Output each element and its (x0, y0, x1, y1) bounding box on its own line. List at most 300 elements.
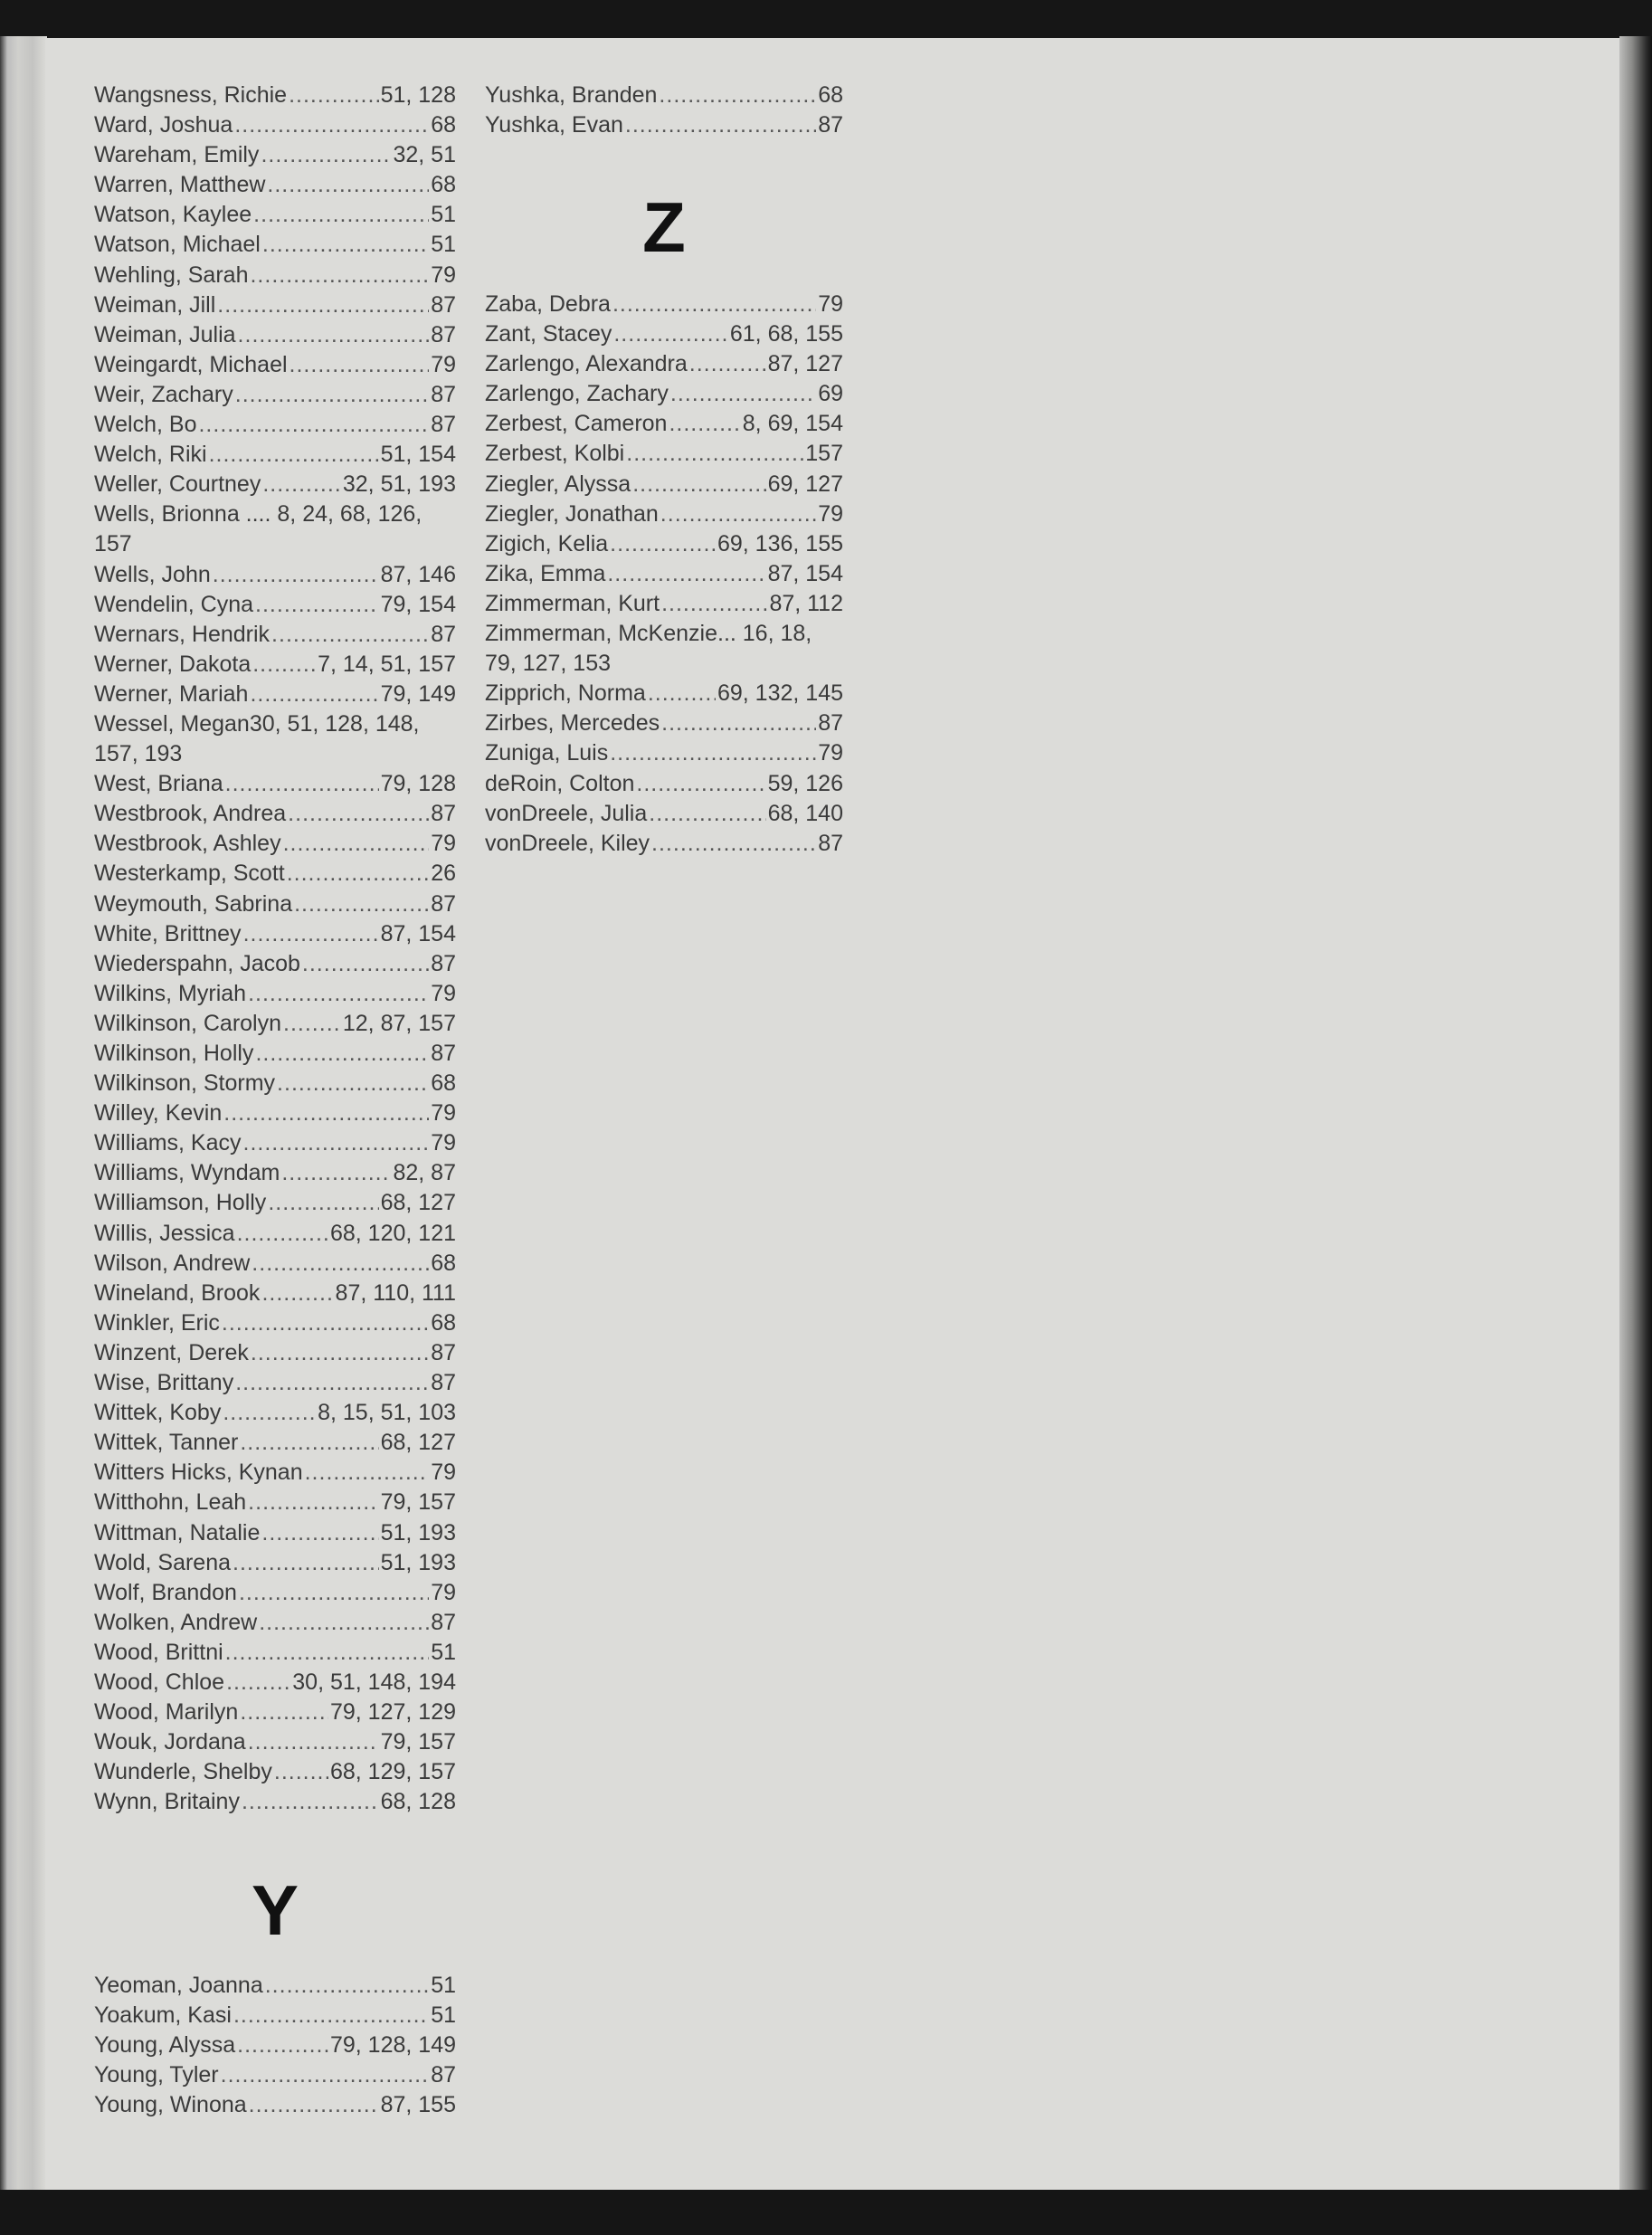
index-entry (94, 650, 456, 680)
entry-pages: 68 (818, 82, 843, 108)
entry-pages: 79, 149 (380, 680, 456, 707)
dot-leader (243, 1128, 430, 1158)
dot-leader (240, 1698, 328, 1727)
index-entry (94, 290, 456, 320)
entry-pages: 87 (818, 830, 843, 856)
dot-leader (261, 140, 391, 170)
entry-pages: 68 (431, 1309, 456, 1336)
entry-name: Watson, Kaylee (94, 202, 252, 228)
entry-name: Williams, Kacy (94, 1130, 242, 1156)
index-entry (94, 1398, 456, 1428)
entry-pages: 30, 51, 148, 194 (292, 1669, 456, 1695)
entry-name: Ziegler, Jonathan (485, 500, 659, 527)
entry-pages: 51, 154 (380, 442, 456, 468)
entry-name: West, Briana (94, 771, 223, 797)
entry-name: Zimmerman, Kurt (485, 590, 660, 616)
entry-name: White, Brittney (94, 920, 242, 946)
index-entry (94, 350, 456, 380)
entry-pages: 87, 127 (767, 351, 843, 377)
dot-leader (261, 1518, 378, 1548)
index-entry (94, 1971, 456, 2001)
entry-name: vonDreele, Kiley (485, 830, 650, 856)
entry-name: Witters Hicks, Kynan (94, 1460, 303, 1486)
entry-name: Zipprich, Norma (485, 680, 646, 707)
index-entry (485, 799, 843, 829)
dot-leader (625, 110, 816, 140)
entry-name: Westbrook, Ashley (94, 831, 281, 857)
entry-pages: 87 (431, 1339, 456, 1365)
dot-leader (610, 529, 716, 559)
index-entry (94, 81, 456, 110)
entry-pages: 79 (431, 1460, 456, 1486)
entry-name: Wilkinson, Stormy (94, 1070, 276, 1097)
dot-leader (670, 379, 816, 409)
entry-name: Zarlengo, Alexandra (485, 351, 688, 377)
entry-pages: 79, 128, 149 (329, 2032, 456, 2059)
index-entry (94, 620, 456, 650)
dot-leader (251, 1338, 429, 1368)
dot-leader (636, 769, 765, 799)
index-entry (94, 320, 456, 350)
entry-name: Wood, Marilyn (94, 1699, 239, 1726)
entry-pages: 87 (431, 381, 456, 407)
dot-leader (267, 170, 429, 200)
entry-name: Weymouth, Sabrina (94, 890, 293, 917)
page-right-edge (1619, 36, 1652, 2199)
dot-leader (289, 81, 379, 110)
entry-pages: 87, 154 (380, 920, 456, 946)
entry-name: vonDreele, Julia (485, 800, 648, 826)
index-entry (94, 1039, 456, 1069)
index-entry (485, 559, 843, 589)
dot-leader (209, 440, 379, 470)
entry-pages: 51 (431, 2002, 456, 2029)
entry-name: Wood, Brittni (94, 1639, 223, 1665)
index-entry (94, 1219, 456, 1249)
entry-pages: 51 (431, 202, 456, 228)
dot-leader (221, 2060, 430, 2090)
entry-name: Zika, Emma (485, 560, 606, 586)
index-entry: Wessel, Megan30, 51, 128, 148, 157, 193 (94, 710, 420, 767)
entry-name: deRoin, Colton (485, 770, 635, 796)
index-entry (94, 1188, 456, 1218)
entry-pages: 68, 140 (767, 800, 843, 826)
index-entry (94, 1608, 456, 1638)
entry-name: Wood, Chloe (94, 1669, 225, 1695)
index-entry (94, 1069, 456, 1098)
index-column-w (94, 81, 456, 1817)
entry-name: Werner, Dakota (94, 651, 252, 677)
dot-leader (233, 1548, 379, 1578)
dot-leader (271, 620, 429, 650)
entry-pages: 79 (431, 262, 456, 288)
entry-name: Weingardt, Michael (94, 351, 288, 377)
index-entry (485, 679, 843, 709)
entry-name: Wittek, Koby (94, 1400, 222, 1426)
index-entry (94, 1338, 456, 1368)
index-entry (94, 680, 456, 709)
entry-pages: 32, 51 (393, 142, 456, 168)
dot-leader (253, 200, 429, 230)
dot-leader (225, 1638, 430, 1668)
dot-leader (632, 470, 765, 499)
entry-name: Wittman, Natalie (94, 1519, 261, 1545)
entry-pages: 79, 154 (380, 591, 456, 617)
index-entry (485, 529, 843, 559)
entry-name: Wouk, Jordana (94, 1729, 246, 1755)
dot-leader (249, 2090, 379, 2120)
entry-pages: 87, 112 (769, 590, 843, 616)
index-entry (94, 1249, 456, 1279)
index-entry (94, 1098, 456, 1128)
dot-leader (237, 1219, 328, 1249)
index-column-z (485, 290, 843, 859)
dot-leader (222, 1308, 429, 1338)
entry-name: Weiman, Jill (94, 291, 216, 318)
entry-name: Wolf, Brandon (94, 1579, 237, 1605)
entry-pages: 69, 136, 155 (717, 530, 843, 556)
entry-name: Young, Winona (94, 2092, 247, 2118)
dot-leader (223, 1398, 316, 1428)
index-entry: Zimmerman, McKenzie... 16, 18, 79, 127, 153 (485, 621, 812, 677)
index-entry (485, 829, 843, 859)
entry-name: Zerbest, Kolbi (485, 441, 625, 467)
index-entry (94, 1548, 456, 1578)
entry-name: Wolken, Andrew (94, 1609, 258, 1635)
entry-pages: 51, 193 (380, 1519, 456, 1545)
dot-leader (612, 290, 816, 319)
entry-pages: 82, 87 (393, 1160, 456, 1186)
index-entry (94, 769, 456, 799)
dot-leader (626, 439, 803, 469)
index-entry (94, 1428, 456, 1458)
entry-name: Wilkins, Myriah (94, 980, 247, 1006)
entry-pages: 8, 15, 51, 103 (318, 1400, 456, 1426)
dot-leader (648, 679, 716, 709)
index-entry (485, 110, 843, 140)
index-entry (94, 799, 456, 829)
entry-name: Williams, Wyndam (94, 1160, 280, 1186)
dot-leader (283, 829, 430, 859)
entry-pages: 87 (818, 112, 843, 138)
dot-leader (226, 1668, 290, 1698)
entry-name: Witthohn, Leah (94, 1489, 247, 1516)
entry-pages: 87, 110, 111 (335, 1279, 456, 1306)
entry-pages: 87 (431, 2062, 456, 2088)
entry-pages: 8, 69, 154 (742, 411, 843, 437)
dot-leader (277, 1069, 429, 1098)
entry-name: Wehling, Sarah (94, 262, 249, 288)
entry-pages: 87 (431, 890, 456, 917)
dot-leader (274, 1757, 328, 1787)
entry-pages: 68, 120, 121 (329, 1220, 456, 1246)
entry-name: Wilkinson, Carolyn (94, 1010, 282, 1036)
index-entry (94, 1128, 456, 1158)
entry-name: Watson, Michael (94, 232, 261, 258)
entry-name: Wernars, Hendrik (94, 621, 271, 647)
dot-leader (281, 1158, 391, 1188)
dot-leader (288, 799, 429, 829)
dot-leader (268, 1188, 378, 1218)
index-entry (94, 1757, 456, 1787)
entry-pages: 79 (431, 1579, 456, 1605)
entry-pages: 79, 128 (380, 771, 456, 797)
index-entry (94, 889, 456, 919)
entry-pages: 79, 157 (380, 1729, 456, 1755)
dot-leader (234, 110, 429, 140)
entry-pages: 32, 51, 193 (342, 471, 456, 498)
index-entry (94, 1578, 456, 1608)
entry-name: Zigich, Kelia (485, 530, 609, 556)
entry-pages: 68 (431, 1250, 456, 1276)
entry-name: Zant, Stacey (485, 321, 612, 347)
dot-leader (669, 409, 740, 439)
entry-pages: 87, 154 (767, 560, 843, 586)
entry-pages: 79 (818, 740, 843, 766)
entry-pages: 87 (431, 801, 456, 827)
index-entry (485, 379, 843, 409)
entry-pages: 68, 127 (380, 1430, 456, 1456)
index-entry (94, 560, 456, 590)
entry-name: Willey, Kevin (94, 1100, 223, 1127)
dot-leader (651, 829, 816, 859)
dot-leader (290, 350, 430, 380)
entry-pages: 51 (431, 1973, 456, 1998)
entry-pages: 69, 132, 145 (717, 680, 843, 707)
dot-leader (610, 738, 816, 768)
entry-name: Winzent, Derek (94, 1339, 249, 1365)
entry-name: Yushka, Evan (485, 112, 623, 138)
entry-name: Wynn, Britainy (94, 1789, 240, 1815)
index-entry (485, 319, 843, 349)
entry-pages: 7, 14, 51, 157 (318, 651, 456, 677)
dot-leader (238, 320, 430, 350)
index-entry (94, 1279, 456, 1308)
entry-pages: 51 (431, 232, 456, 258)
index-entry (94, 859, 456, 889)
entry-pages: 51, 193 (380, 1549, 456, 1575)
dot-leader (217, 290, 429, 320)
dot-leader (252, 1249, 429, 1279)
entry-pages: 68 (431, 172, 456, 198)
dot-leader (233, 2001, 429, 2031)
entry-pages: 79 (431, 980, 456, 1006)
entry-pages: 68 (431, 112, 456, 138)
entry-name: Wold, Sarena (94, 1549, 232, 1575)
dot-leader (223, 1098, 429, 1128)
index-entry (485, 470, 843, 499)
entry-name: Williamson, Holly (94, 1190, 267, 1216)
dot-leader (661, 589, 767, 619)
entry-pages: 87 (431, 412, 456, 438)
entry-pages: 68 (431, 1070, 456, 1097)
index-entry: Wells, Brionna .... 8, 24, 68, 126, 157 (94, 501, 422, 557)
dot-leader (225, 769, 379, 799)
entry-name: Willis, Jessica (94, 1220, 235, 1246)
entry-name: Wise, Brittany (94, 1370, 234, 1396)
entry-pages: 87 (431, 1609, 456, 1635)
index-entry (94, 440, 456, 470)
entry-pages: 79 (431, 351, 456, 377)
entry-name: Wunderle, Shelby (94, 1759, 272, 1785)
entry-pages: 51, 128 (380, 82, 456, 108)
index-entry (94, 230, 456, 260)
entry-pages: 157 (805, 441, 843, 467)
entry-pages: 87 (431, 950, 456, 976)
index-entry (94, 140, 456, 170)
index-entry (94, 1638, 456, 1668)
entry-pages: 87, 146 (380, 561, 456, 587)
index-entry (485, 409, 843, 439)
index-entry (485, 769, 843, 799)
entry-pages: 68, 129, 157 (329, 1759, 456, 1785)
entry-name: Wiederspahn, Jacob (94, 950, 300, 976)
entry-name: Welch, Riki (94, 442, 207, 468)
dot-leader (250, 680, 378, 709)
entry-name: Wendelin, Cyna (94, 591, 254, 617)
dot-leader (198, 410, 429, 440)
entry-pages: 79 (431, 1130, 456, 1156)
entry-name: Young, Alyssa (94, 2032, 236, 2059)
dot-leader (649, 799, 765, 829)
dot-leader (613, 319, 728, 349)
entry-name: Zuniga, Luis (485, 740, 609, 766)
index-entry (94, 1488, 456, 1517)
entry-pages: 79, 127, 129 (329, 1699, 456, 1726)
index-entry (485, 709, 843, 738)
index-entry (94, 470, 456, 499)
entry-name: Winkler, Eric (94, 1309, 220, 1336)
dot-leader (689, 349, 766, 379)
dot-leader (242, 1787, 379, 1817)
entry-pages: 68, 127 (380, 1190, 456, 1216)
dot-leader (213, 560, 379, 590)
entry-name: Yeoman, Joanna (94, 1973, 263, 1998)
entry-name: Weir, Zachary (94, 381, 233, 407)
entry-pages: 87 (431, 1370, 456, 1396)
scan-bottom-border (0, 2190, 1652, 2235)
entry-pages: 26 (431, 861, 456, 887)
index-entry (94, 2060, 456, 2090)
page-binding-edge (0, 36, 47, 2199)
index-entry (485, 81, 843, 110)
dot-leader (294, 889, 429, 919)
entry-pages: 87 (818, 710, 843, 737)
dot-leader (248, 979, 429, 1009)
entry-name: Westerkamp, Scott (94, 861, 285, 887)
index-entry (94, 410, 456, 440)
dot-leader (259, 1608, 429, 1638)
entry-pages: 79 (818, 291, 843, 317)
entry-pages: 59, 126 (767, 770, 843, 796)
index-entry (94, 829, 456, 859)
index-entry (94, 1668, 456, 1698)
entry-pages: 69, 127 (767, 471, 843, 497)
index-entry (94, 919, 456, 949)
index-entry (94, 1458, 456, 1488)
entry-pages: 12, 87, 157 (342, 1010, 456, 1036)
dot-leader (237, 2031, 328, 2060)
entry-name: Wells, John (94, 561, 211, 587)
entry-name: Zarlengo, Zachary (485, 381, 669, 407)
dot-leader (248, 1727, 379, 1757)
index-entry (94, 1158, 456, 1188)
entry-name: Wittek, Tanner (94, 1430, 239, 1456)
entry-pages: 87 (431, 291, 456, 318)
index-entry (94, 590, 456, 620)
index-entry (94, 2001, 456, 2031)
entry-name: Weller, Courtney (94, 471, 261, 498)
entry-name: Yushka, Branden (485, 82, 658, 108)
scan-top-border (0, 0, 1652, 40)
entry-name: Werner, Mariah (94, 680, 249, 707)
entry-pages: 87 (431, 621, 456, 647)
index-entry (94, 1518, 456, 1548)
index-entry (485, 290, 843, 319)
dot-leader (659, 81, 816, 110)
index-entry (94, 1368, 456, 1398)
dot-leader (661, 709, 816, 738)
index-entry (485, 589, 843, 619)
entry-name: Zirbes, Mercedes (485, 710, 660, 737)
index-entry (485, 738, 843, 768)
index-entry (94, 1009, 456, 1039)
dot-leader (255, 1039, 429, 1069)
index-entry (94, 200, 456, 230)
entry-pages: 87 (431, 321, 456, 347)
index-column-y-continued (485, 81, 843, 140)
entry-pages: 69 (818, 381, 843, 407)
dot-leader (262, 470, 341, 499)
index-entry (94, 1698, 456, 1727)
index-entry (94, 2031, 456, 2060)
dot-leader (252, 650, 316, 680)
entry-pages: 87, 155 (380, 2092, 456, 2118)
index-column-y (94, 1971, 456, 2120)
dot-leader (239, 1578, 429, 1608)
entry-pages: 87 (431, 1041, 456, 1066)
dot-leader (235, 1368, 429, 1398)
entry-name: Wareham, Emily (94, 142, 260, 168)
dot-leader (302, 949, 429, 979)
dot-leader (250, 261, 429, 290)
index-entry (94, 110, 456, 140)
entry-pages: 68, 128 (380, 1789, 456, 1815)
index-entry (94, 170, 456, 200)
index-entry (94, 2090, 456, 2120)
entry-pages: 79 (431, 831, 456, 857)
index-entry (485, 439, 843, 469)
entry-name: Wangsness, Richie (94, 82, 288, 108)
entry-name: Yoakum, Kasi (94, 2002, 232, 2029)
entry-pages: 51 (431, 1639, 456, 1665)
dot-leader (235, 380, 429, 410)
entry-pages: 61, 68, 155 (729, 321, 843, 347)
index-entry (485, 349, 843, 379)
dot-leader (607, 559, 765, 589)
entry-pages: 79, 157 (380, 1489, 456, 1516)
index-entry (94, 380, 456, 410)
dot-leader (262, 230, 429, 260)
dot-leader (287, 859, 429, 889)
entry-name: Wineland, Brook (94, 1279, 261, 1306)
entry-name: Wilson, Andrew (94, 1250, 251, 1276)
entry-name: Weiman, Julia (94, 321, 236, 347)
dot-leader (265, 1971, 429, 2001)
index-entry (94, 979, 456, 1009)
letter-heading-y: Y (251, 1870, 299, 1950)
entry-name: Ziegler, Alyssa (485, 471, 631, 497)
